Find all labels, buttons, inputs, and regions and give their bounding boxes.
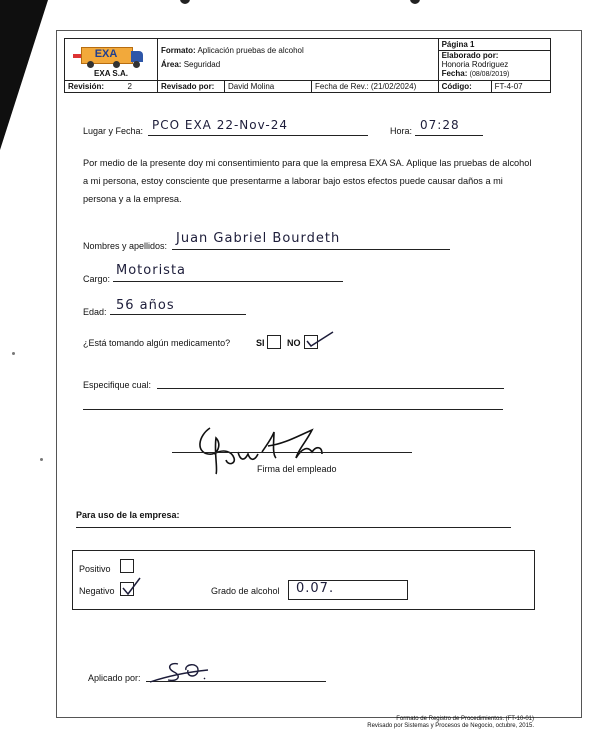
- revision-cell: [65, 81, 158, 93]
- especifique-line-1[interactable]: [157, 388, 504, 389]
- formato-label: Formato:: [161, 46, 196, 55]
- footer-line-1: Formato de Registro de Procedimientos. (FT-10-01): [396, 716, 534, 722]
- fecha-revision: Fecha de Rev.: (21/02/2024): [312, 81, 439, 93]
- format-cell: [158, 39, 439, 81]
- elaborado-value: Honoria Rodriguez: [441, 60, 509, 69]
- header-table: [64, 38, 551, 93]
- medicamento-label: ¿Está tomando algún medicamento?: [83, 338, 231, 348]
- company-use-line: [76, 527, 511, 528]
- edad-value[interactable]: 56 años: [116, 298, 175, 313]
- binder-hole: [180, 0, 190, 4]
- cargo-value[interactable]: Motorista: [116, 263, 187, 278]
- scan-speck: [40, 458, 43, 461]
- consent-paragraph: Por medio de la presente doy mi consentimiento para que la empresa EXA SA. Aplique las pruebas de alcohol a mi persona, estoy consciente que presentarme a laborar bajo estos efectos puede causar daños a mi persona y a la empresa.: [83, 158, 532, 204]
- revisado-value: David Molina: [225, 81, 312, 93]
- grado-value[interactable]: 0.07.: [296, 581, 335, 596]
- company-use-title: Para uso de la empresa:: [76, 510, 180, 520]
- meta-cell: [438, 39, 550, 81]
- binder-hole: [410, 0, 420, 4]
- edad-label: Edad:: [83, 307, 107, 317]
- si-label: SI: [256, 338, 265, 348]
- applier-signature: [148, 660, 218, 686]
- hora-line: [415, 135, 483, 136]
- logo-text: EXA: [94, 47, 118, 60]
- lugar-label: Lugar y Fecha:: [83, 126, 144, 136]
- page-number: Página 1: [441, 40, 475, 49]
- edad-line: [110, 314, 246, 315]
- si-checkbox[interactable]: [267, 335, 281, 349]
- grado-label: Grado de alcohol: [211, 586, 280, 596]
- checkmark-icon: [120, 576, 144, 598]
- area-label: Área:: [161, 60, 182, 69]
- area-value: Seguridad: [183, 60, 221, 69]
- fecha-value: (08/08/2019): [469, 71, 510, 78]
- hora-value[interactable]: 07:28: [420, 118, 460, 132]
- signature-line[interactable]: [172, 452, 412, 453]
- especifique-line-2[interactable]: [83, 409, 503, 410]
- revisado-label: Revisado por:: [158, 81, 225, 93]
- lugar-value[interactable]: PCO EXA 22-Nov-24: [152, 118, 288, 132]
- revision-label: Revisión:: [68, 82, 105, 91]
- firma-label: Firma del empleado: [257, 464, 337, 474]
- scan-speck: [12, 352, 15, 355]
- checkmark-icon: [302, 328, 338, 350]
- logo-cell: [65, 39, 158, 81]
- positivo-checkbox[interactable]: [120, 559, 134, 573]
- aplicado-label: Aplicado por:: [88, 673, 141, 683]
- hora-label: Hora:: [390, 126, 413, 136]
- elaborado-label: Elaborado por:: [439, 50, 550, 60]
- lugar-line: [148, 135, 368, 136]
- no-label: NO: [287, 338, 301, 348]
- formato-value: Aplicación pruebas de alcohol: [197, 46, 304, 55]
- nombres-label: Nombres y apellidos:: [83, 241, 168, 251]
- footer-line-2: Revisado por Sistemas y Procesos de Negocio, octubre, 2015.: [367, 723, 534, 729]
- codigo-value: FT-4-07: [491, 81, 550, 93]
- codigo-label: Código:: [438, 81, 491, 93]
- especifique-label: Especifique cual:: [83, 380, 152, 390]
- nombres-value[interactable]: Juan Gabriel Bourdeth: [176, 231, 341, 246]
- cargo-line: [113, 281, 343, 282]
- fecha-label: Fecha:: [441, 69, 468, 78]
- company-logo: [73, 44, 149, 68]
- positivo-label: Positivo: [79, 564, 111, 574]
- nombres-line: [172, 249, 450, 250]
- folded-corner-shadow: [0, 0, 48, 150]
- company-name: EXA S.A.: [94, 68, 128, 78]
- revision-value: 2: [127, 82, 132, 91]
- cargo-label: Cargo:: [83, 274, 111, 284]
- negativo-label: Negativo: [79, 586, 115, 596]
